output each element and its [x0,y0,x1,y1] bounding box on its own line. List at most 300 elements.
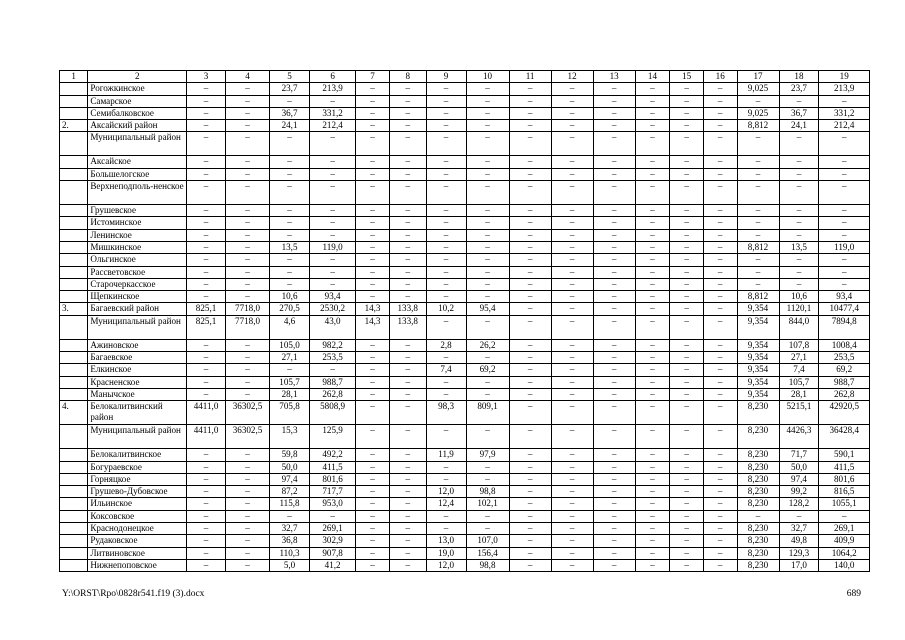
value-cell: – [509,523,551,535]
value-cell: – [270,168,310,180]
value-cell: – [593,339,635,351]
table-row [60,132,870,156]
value-cell: – [187,254,226,266]
value-cell: – [670,229,704,241]
value-cell: – [356,156,390,168]
value-cell: 1064,2 [819,547,870,559]
value-cell: – [225,352,269,364]
table-row [60,156,870,168]
value-cell: – [389,156,426,168]
value-cell: 982,2 [310,339,356,351]
value-cell: – [356,364,390,376]
value-cell: 8,230 [737,449,779,461]
header-cell: 3 [187,71,226,83]
table-row [60,547,870,559]
value-cell: – [466,461,509,473]
value-cell: 213,9 [310,83,356,95]
table-row [60,449,870,461]
value-cell: – [389,95,426,107]
value-cell: – [819,510,870,522]
value-cell: 253,5 [819,352,870,364]
row-number-cell [60,559,88,571]
value-cell: 27,1 [270,352,310,364]
value-cell: – [270,205,310,217]
value-cell: 97,9 [466,449,509,461]
value-cell: – [551,559,593,571]
settlement-name-cell: Истоминское [88,217,187,229]
value-cell: – [635,229,670,241]
value-cell: – [389,181,426,205]
value-cell: – [187,388,226,400]
value-cell: – [225,266,269,278]
value-cell: – [356,510,390,522]
value-cell: – [551,95,593,107]
settlement-name-cell: Муниципальный район [88,132,187,156]
value-cell: – [426,425,466,449]
value-cell: 128,2 [779,498,819,510]
value-cell: – [389,352,426,364]
value-cell: – [593,401,635,425]
value-cell: 1008,4 [819,339,870,351]
value-cell: 10,6 [270,291,310,303]
value-cell: – [466,181,509,205]
value-cell: – [466,229,509,241]
value-cell: – [187,523,226,535]
value-cell: 133,8 [389,315,426,339]
value-cell: – [270,217,310,229]
value-cell: 26,2 [466,339,509,351]
value-cell: 8,230 [737,486,779,498]
value-cell: 12,0 [426,486,466,498]
value-cell: 7,4 [426,364,466,376]
row-number-cell [60,523,88,535]
value-cell: – [703,473,737,485]
value-cell: – [356,425,390,449]
value-cell: 13,5 [270,241,310,253]
value-cell: – [426,107,466,119]
value-cell: – [509,352,551,364]
value-cell: – [389,498,426,510]
table-row [60,523,870,535]
settlement-name-cell: Ильинское [88,498,187,510]
value-cell: – [779,217,819,229]
value-cell: – [635,205,670,217]
value-cell: – [703,107,737,119]
value-cell: – [635,303,670,315]
value-cell: – [703,486,737,498]
value-cell: – [551,303,593,315]
table-row [60,559,870,571]
settlement-name-cell: Белокалитвинский район [88,401,187,425]
value-cell: – [670,547,704,559]
value-cell: 705,8 [270,401,310,425]
value-cell: – [187,156,226,168]
value-cell: – [593,168,635,180]
value-cell: 110,3 [270,547,310,559]
page-number: 689 [846,589,861,599]
value-cell: – [466,425,509,449]
value-cell: – [509,95,551,107]
value-cell: – [270,181,310,205]
table-row [60,217,870,229]
table-row [60,205,870,217]
value-cell: – [819,217,870,229]
value-cell: 331,2 [819,107,870,119]
value-cell: 32,7 [270,523,310,535]
value-cell: – [670,254,704,266]
value-cell: 8,230 [737,535,779,547]
value-cell: 87,2 [270,486,310,498]
value-cell: – [593,523,635,535]
value-cell: – [225,339,269,351]
value-cell: – [389,388,426,400]
value-cell: – [509,449,551,461]
value-cell: – [187,278,226,290]
value-cell: – [356,120,390,132]
header-cell: 11 [509,71,551,83]
value-cell: – [310,510,356,522]
value-cell: – [356,559,390,571]
value-cell: 5,0 [270,559,310,571]
value-cell: – [635,254,670,266]
value-cell: – [635,339,670,351]
value-cell: 14,3 [356,315,390,339]
value-cell: – [225,473,269,485]
value-cell: – [551,401,593,425]
value-cell: – [635,388,670,400]
row-number-cell [60,547,88,559]
table-row [60,254,870,266]
value-cell: – [635,486,670,498]
value-cell: – [509,266,551,278]
value-cell: 988,7 [819,376,870,388]
value-cell: – [703,388,737,400]
header-cell: 4 [225,71,269,83]
row-number-cell [60,254,88,266]
value-cell: – [187,229,226,241]
table-row [60,266,870,278]
value-cell: – [670,291,704,303]
settlement-name-cell: Краснодонецкое [88,523,187,535]
value-cell: – [389,339,426,351]
value-cell: 9,354 [737,303,779,315]
header-cell: 2 [88,71,187,83]
value-cell: 269,1 [819,523,870,535]
value-cell: 809,1 [466,401,509,425]
value-cell: – [593,217,635,229]
row-number-cell: 4. [60,401,88,425]
value-cell: 4411,0 [187,401,226,425]
value-cell: – [819,278,870,290]
value-cell: – [509,291,551,303]
value-cell: – [389,510,426,522]
settlement-name-cell: Большелогское [88,168,187,180]
value-cell: – [310,217,356,229]
value-cell: – [635,278,670,290]
table-row [60,461,870,473]
header-cell: 14 [635,71,670,83]
value-cell: – [225,107,269,119]
value-cell: – [426,523,466,535]
row-number-cell [60,352,88,364]
value-cell: – [819,132,870,156]
value-cell: 10477,4 [819,303,870,315]
value-cell: – [779,510,819,522]
settlement-name-cell: Семибалковское [88,107,187,119]
value-cell: 816,5 [819,486,870,498]
value-cell: 844,0 [779,315,819,339]
header-cell: 7 [356,71,390,83]
row-number-cell [60,291,88,303]
value-cell: – [635,376,670,388]
value-cell: – [310,266,356,278]
value-cell: – [635,291,670,303]
value-cell: – [310,181,356,205]
table-row [60,83,870,95]
value-cell: 212,4 [819,120,870,132]
table-row [60,339,870,351]
value-cell: – [225,241,269,253]
value-cell: – [593,132,635,156]
value-cell: – [356,339,390,351]
value-cell: – [389,559,426,571]
value-cell: – [551,523,593,535]
value-cell: – [509,425,551,449]
value-cell: – [310,254,356,266]
value-cell: – [593,181,635,205]
value-cell: – [635,498,670,510]
footer-file-path: Y:\ORST\Rpo\0828r541.f19 (3).docx [62,589,205,599]
value-cell: – [225,205,269,217]
value-cell: – [389,120,426,132]
value-cell: 50,0 [779,461,819,473]
value-cell: – [670,510,704,522]
value-cell: – [225,523,269,535]
value-cell: – [703,241,737,253]
value-cell: 107,8 [779,339,819,351]
value-cell: – [187,486,226,498]
value-cell: 24,1 [779,120,819,132]
value-cell: 28,1 [270,388,310,400]
value-cell: – [670,132,704,156]
value-cell: – [389,266,426,278]
value-cell: – [670,168,704,180]
value-cell: 119,0 [310,241,356,253]
value-cell: 69,2 [819,364,870,376]
value-cell: – [426,254,466,266]
settlement-name-cell: Аксайское [88,156,187,168]
value-cell: – [356,535,390,547]
value-cell: – [551,449,593,461]
value-cell: – [426,510,466,522]
value-cell: – [356,205,390,217]
value-cell: – [593,425,635,449]
value-cell: – [310,168,356,180]
table-row [60,376,870,388]
value-cell: – [703,168,737,180]
value-cell: – [703,205,737,217]
value-cell: – [187,83,226,95]
table-row [60,181,870,205]
value-cell: 13,0 [426,535,466,547]
value-cell: – [551,241,593,253]
value-cell: 49,8 [779,535,819,547]
value-cell: – [670,376,704,388]
value-cell: – [187,449,226,461]
value-cell: – [187,95,226,107]
value-cell: – [356,254,390,266]
value-cell: – [509,120,551,132]
value-cell: – [426,473,466,485]
settlement-name-cell: Красненское [88,376,187,388]
value-cell: – [509,278,551,290]
value-cell: – [593,205,635,217]
value-cell: – [426,83,466,95]
value-cell: 7894,8 [819,315,870,339]
value-cell: – [703,83,737,95]
value-cell: – [737,156,779,168]
value-cell: 825,1 [187,303,226,315]
table-row [60,107,870,119]
value-cell: – [670,425,704,449]
value-cell: 8,230 [737,498,779,510]
value-cell: 9,354 [737,352,779,364]
row-number-cell [60,156,88,168]
value-cell: 9,354 [737,315,779,339]
settlement-name-cell: Богураевское [88,461,187,473]
value-cell: 331,2 [310,107,356,119]
value-cell: – [703,352,737,364]
value-cell: 269,1 [310,523,356,535]
value-cell: – [670,107,704,119]
value-cell: – [703,461,737,473]
table-row [60,388,870,400]
value-cell: – [551,120,593,132]
value-cell: 140,0 [819,559,870,571]
value-cell: – [593,352,635,364]
value-cell: – [779,266,819,278]
value-cell: 9,354 [737,376,779,388]
value-cell: 19,0 [426,547,466,559]
header-cell: 9 [426,71,466,83]
value-cell: – [466,523,509,535]
value-cell: – [270,364,310,376]
value-cell: – [187,241,226,253]
value-cell: – [187,217,226,229]
value-cell: – [466,217,509,229]
value-cell: – [635,168,670,180]
value-cell: – [593,95,635,107]
value-cell: – [737,168,779,180]
value-cell: – [389,376,426,388]
value-cell: – [593,510,635,522]
value-cell: 2530,2 [310,303,356,315]
value-cell: – [635,181,670,205]
value-cell: – [703,425,737,449]
value-cell: – [635,523,670,535]
value-cell: – [426,278,466,290]
value-cell: – [426,352,466,364]
row-number-cell [60,95,88,107]
value-cell: – [356,278,390,290]
value-cell: – [703,315,737,339]
value-cell: 8,230 [737,425,779,449]
row-number-cell [60,205,88,217]
value-cell: – [593,486,635,498]
settlement-name-cell: Верхнеподполь-ненское [88,181,187,205]
value-cell: – [551,376,593,388]
header-cell: 13 [593,71,635,83]
value-cell: – [635,547,670,559]
value-cell: – [356,523,390,535]
value-cell: – [426,291,466,303]
value-cell: – [426,217,466,229]
value-cell: – [509,401,551,425]
settlement-name-cell: Ажиновское [88,339,187,351]
value-cell: 801,6 [819,473,870,485]
value-cell: 8,230 [737,401,779,425]
settlement-name-cell: Елкинское [88,364,187,376]
value-cell: 4,6 [270,315,310,339]
row-number-cell [60,229,88,241]
value-cell: – [356,132,390,156]
value-cell: – [593,547,635,559]
table-row [60,473,870,485]
value-cell: – [635,510,670,522]
value-cell: – [670,401,704,425]
value-cell: 988,7 [310,376,356,388]
value-cell: – [356,461,390,473]
value-cell: – [703,229,737,241]
header-row [60,71,870,83]
value-cell: – [356,107,390,119]
value-cell: – [509,461,551,473]
value-cell: – [225,498,269,510]
value-cell: – [551,498,593,510]
value-cell: 36,7 [270,107,310,119]
value-cell: 119,0 [819,241,870,253]
row-number-cell [60,449,88,461]
value-cell: – [737,181,779,205]
value-cell: – [426,388,466,400]
value-cell: 411,5 [819,461,870,473]
value-cell: – [703,181,737,205]
value-cell: 17,0 [779,559,819,571]
value-cell: – [466,315,509,339]
value-cell: – [593,254,635,266]
value-cell: – [551,181,593,205]
value-cell: – [593,120,635,132]
row-number-cell [60,486,88,498]
header-cell: 1 [60,71,88,83]
value-cell: – [670,352,704,364]
value-cell: – [703,217,737,229]
value-cell: 71,7 [779,449,819,461]
row-number-cell [60,388,88,400]
table-row [60,168,870,180]
table-row [60,486,870,498]
value-cell: – [551,364,593,376]
header-cell: 10 [466,71,509,83]
settlement-name-cell: Щепкинское [88,291,187,303]
settlement-name-cell: Ленинское [88,229,187,241]
value-cell: – [356,449,390,461]
row-number-cell [60,278,88,290]
value-cell: – [593,291,635,303]
settlement-name-cell: Грушевское [88,205,187,217]
value-cell: – [466,168,509,180]
value-cell: – [551,486,593,498]
